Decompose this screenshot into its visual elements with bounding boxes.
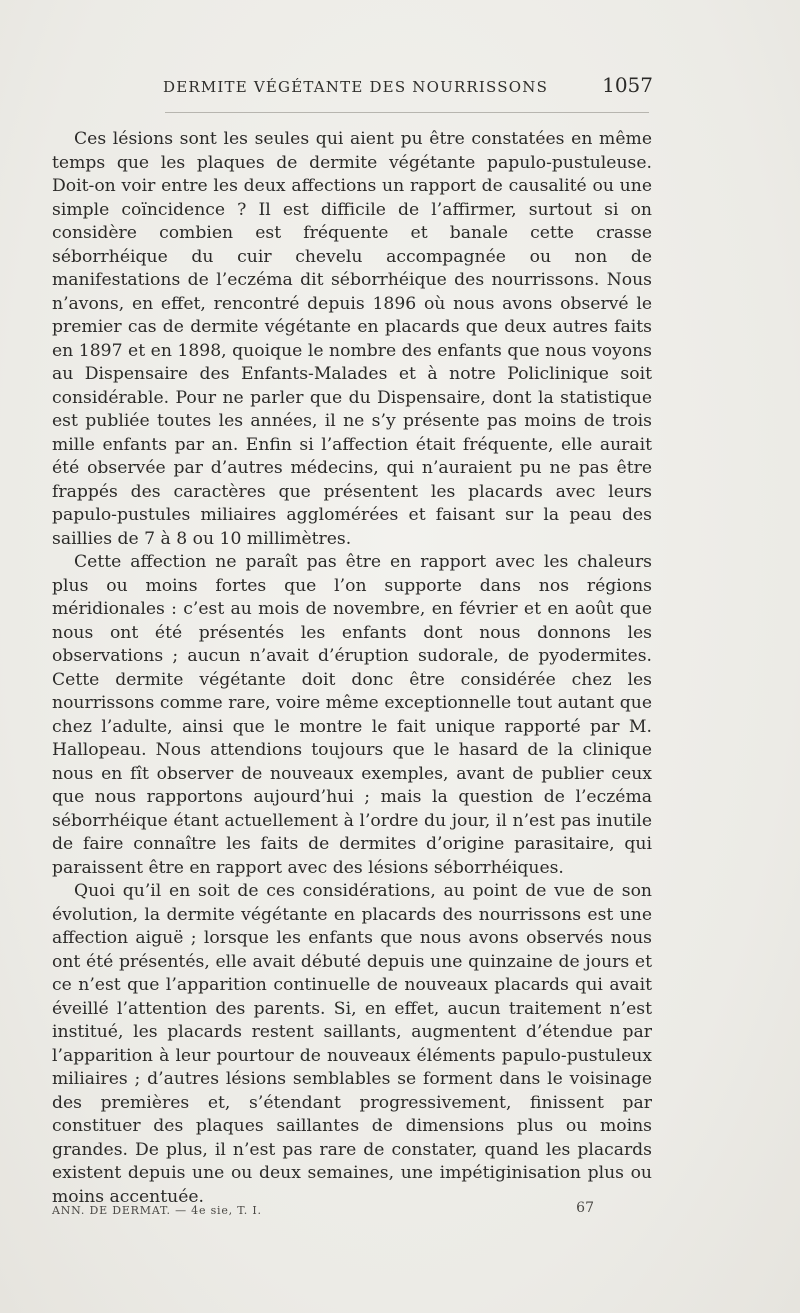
page-number: 1057 <box>602 73 653 97</box>
paragraph-2: Cette affection ne paraît pas être en rapport avec les chaleurs plus ou moins fortes que l’on supporte dans nos régions méridionales : c’est au mois de novembre, en février et en août que nous ont été présentés les enfants dont nous donnons les observations ; aucun n’avait d’éruption sudorale, de pyodermites. Cette dermite végétante doit donc être considérée chez les nourrissons comme rare, voire même exceptionnelle tout autant que chez l’adulte, ainsi que le montre le fait unique rapporté par M. Hallopeau. Nous attendions toujours que le hasard de la clinique nous en fît observer de nouveaux exemples, avant de publier ceux que nous rapportons aujourd’hui ; mais la question de l’eczéma séborrhéique étant actuellement à l’ordre du jour, il n’est pas inutile de faire connaître les faits de dermites d’origine parasitaire, qui paraissent être en rapport avec des lésions séborrhéiques. <box>52 552 652 878</box>
page-footer <box>52 1198 652 1222</box>
paragraph-1: Ces lésions sont les seules qui aient pu être constatées en même temps que les plaques de dermite végétante papulo-pustuleuse. Doit-on voir entre les deux affections un rapport de causalité ou une simple coïncidence ? Il est difficile de l’affirmer, surtout si on considère combien est fréquente et banale cette crasse séborrhéique du cuir chevelu accompagnée ou non de manifestations de l’eczéma dit séborrhéique des nourrissons. Nous n’avons, en effet, rencontré depuis 1896 où nous avons observé le premier cas de dermite végétante en placards que deux autres faits en 1897 et en 1898, quoique le nombre des enfants que nous voyons au Dispensaire des Enfants-Malades et à notre Policlinique soit considérable. Pour ne parler que du Dispensaire, dont la statistique est publiée toutes les années, il ne s’y présente pas moins de trois mille enfants par an. Enfin si l’affection était fréquente, elle aurait été observée par d’autres médecins, qui n’auraient pu ne pas être frappés des caractères que présentent les placards avec leurs papulo-pustules miliaires agglomérées et faisant sur la peau des saillies de 7 à 8 ou 10 millimètres. <box>52 129 652 549</box>
paragraph-3: Quoi qu’il en soit de ces considérations, au point de vue de son évolution, la dermite végétante en placards des nourrissons est une affection aiguë ; lorsque les enfants que nous avons observés nous ont été présentés, elle avait débuté depuis une quinzaine de jours et ce n’est que l’apparition continuelle de nouveaux placards qui avait éveillé l’attention des parents. Si, en effet, aucun traitement n’est institué, les placards restent saillants, augmentent d’étendue par l’apparition à leur pourtour de nouveaux éléments papulo-pustuleux miliaires ; d’autres lésions semblables se forment dans le voisinage des premières et, s’étendant progressivement, finissent par constituer des plaques saillantes de dimensions plus ou moins grandes. De plus, il n’est pas rare de constater, quand les placards existent depuis une ou deux semaines, une impétiginisation plus ou moins accentuée. <box>52 881 652 1207</box>
running-head <box>143 73 653 100</box>
journal-reference: ANN. DE DERMAT. — 4e sie, T. I. <box>52 1204 262 1217</box>
header-rule <box>165 112 649 113</box>
body-text <box>52 128 652 1209</box>
running-title: DERMITE VÉGÉTANTE DES NOURRISSONS <box>163 78 549 96</box>
signature-mark: 67 <box>576 1200 594 1216</box>
